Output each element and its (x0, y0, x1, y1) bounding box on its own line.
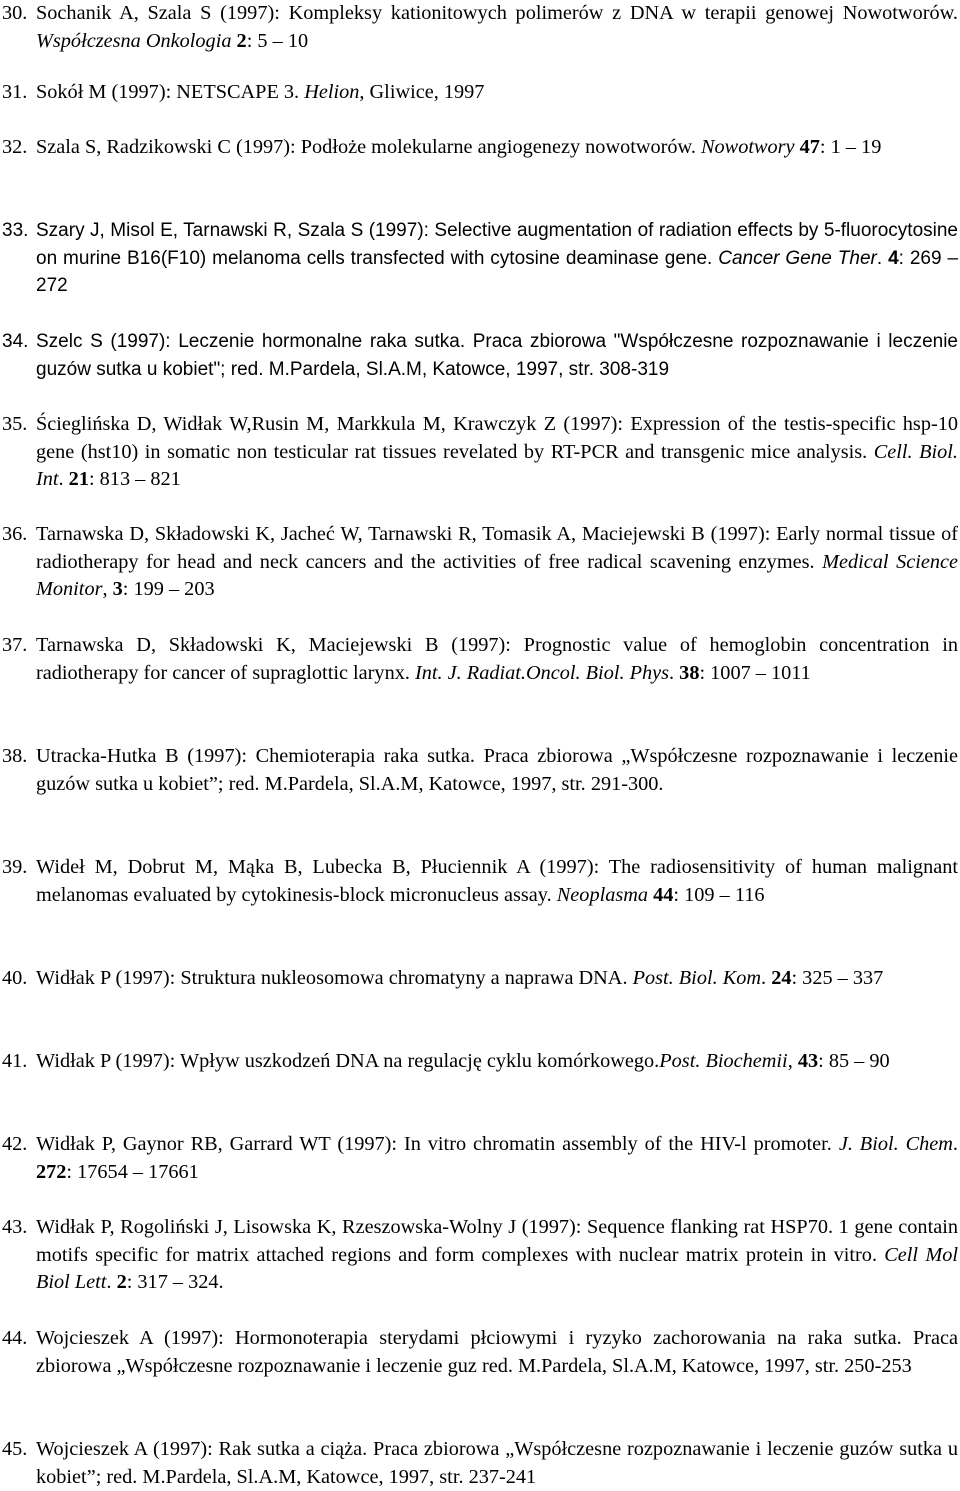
reference-item (0, 632, 958, 687)
reference-text-run: Tarnawska D, Składowski K, Jacheć W, Tarnawski R, Tomasik A, Maciejewski B (1997): Early normal tissue of radiotherapy for head and neck cancers and the activities of free radical scavening enzymes. (36, 523, 958, 573)
reference-text-run: Szala S, Radzikowski C (1997): Podłoże molekularne angiogenezy nowotworów. (36, 136, 702, 158)
reference-text-run: : 109 – 116 (673, 883, 765, 906)
volume-number: 44 (648, 883, 674, 906)
reference-text-run: Widłak P (1997): Wpływ uszkodzeń DNA na regulację cyklu komórkowego. (36, 1050, 660, 1072)
reference-text-run: : 813 – 821 (88, 468, 181, 491)
reference-item (0, 1436, 958, 1491)
reference-item (0, 1131, 958, 1186)
reference-number: 37. (2, 634, 28, 656)
reference-text (36, 1048, 958, 1076)
reference-text (36, 854, 958, 909)
reference-text (36, 134, 958, 162)
reference-item (0, 965, 958, 993)
reference-item (0, 0, 958, 55)
reference-text-run: Szary J, Misol E, Tarnawski R, Szala S (1997): Selective augmentation of radiation effects by 5-fluorocytosine on murine B16(F10) melanoma cells transfected with cytosine deaminase gene. (36, 220, 958, 269)
journal-title: J. Biol. Chem (838, 1133, 953, 1155)
reference-text-run: Utracka-Hutka B (1997): Chemioterapia raka sutka. Praca zbiorowa „Współczesne rozpoznawanie i leczenie guzów sutka u kobiet”; red. M.Pardela, Sl.A.M, Katowce, 1997, str. 291-300. (36, 745, 958, 795)
reference-item (0, 79, 958, 107)
reference-item (0, 411, 958, 494)
reference-text-run: Tarnawska D, Składowski K, Maciejewski B (1997): Prognostic value of hemoglobin concentration in radiotherapy for cancer of supraglottic larynx. (36, 634, 958, 684)
reference-text (36, 1214, 958, 1297)
reference-text-run: : 199 – 203 (122, 578, 215, 601)
reference-number: 34. (2, 331, 29, 352)
volume-number: 4 (888, 247, 899, 269)
reference-text-run: Ścieglińska D, Widłak W,Rusin M, Markkula M, Krawczyk Z (1997): Expression of the testis-specific hsp-10 gene (hst10) in somatic non testicular rat tissues revelated by RT-PCR and transgenic mice analysis. (36, 413, 958, 463)
reference-text-run: , Gliwice, 1997 (359, 81, 485, 103)
journal-title: Cell. Biol. Int (36, 440, 959, 491)
reference-text (36, 521, 958, 604)
reference-text-run: . (952, 1133, 958, 1155)
reference-text-run: . (58, 468, 69, 491)
reference-number: 35. (2, 413, 28, 435)
reference-text-run: Widłak P, Gaynor RB, Garrard WT (1997): In vitro chromatin assembly of the HIV-l promoter. (36, 1133, 839, 1155)
reference-number: 36. (2, 523, 28, 545)
reference-text-run: Wojcieszek A (1997): Hormonoterapia sterydami płciowymi i ryzyko zachorowania na raka sutka. Praca zbiorowa „Współczesne rozpoznawanie i leczenie guz red. M.Pardela, Sl.A.M, Katowce, 1997, str. 250-253 (36, 1327, 958, 1377)
volume-number: 24 (771, 967, 792, 989)
reference-text (36, 965, 958, 993)
volume-number: 47 (794, 136, 820, 158)
reference-text-run: : 1 – 19 (819, 136, 882, 158)
journal-title: Współczesna Onkologia (36, 29, 232, 52)
reference-text-run: Widłak P (1997): Struktura nukleosomowa chromatyny a naprawa DNA. (36, 967, 633, 989)
reference-text-run: Szelc S (1997): Leczenie hormonalne raka sutka. Praca zbiorowa "Współczesne rozpoznawanie i leczenie guzów sutka u kobiet"; red. M.Pardela, Sl.A.M, Katowce, 1997, str. 308-319 (36, 331, 958, 380)
reference-text (36, 0, 958, 55)
reference-number: 45. (2, 1438, 28, 1460)
reference-number: 31. (2, 81, 28, 103)
reference-text-run: : 317 – 324. (126, 1271, 224, 1294)
reference-item (0, 521, 958, 604)
reference-text (36, 217, 958, 300)
reference-text (36, 79, 958, 107)
reference-number: 42. (2, 1133, 28, 1155)
reference-text (36, 411, 958, 494)
reference-number: 40. (2, 967, 28, 989)
journal-title: Medical Science Monitor (36, 550, 958, 601)
volume-number: 3 (112, 578, 123, 601)
reference-text (36, 1325, 958, 1380)
journal-title: Helion (304, 81, 360, 103)
reference-text-run: . (669, 661, 680, 684)
reference-number: 38. (2, 745, 28, 767)
reference-text-run: : 5 – 10 (246, 29, 309, 52)
reference-text (36, 743, 958, 798)
reference-text-run: : 17654 – 17661 (66, 1160, 199, 1183)
reference-text-run: . (106, 1271, 117, 1294)
reference-number: 39. (2, 856, 28, 878)
reference-number: 30. (2, 2, 28, 24)
reference-text-run: Wojcieszek A (1997): Rak sutka a ciąża. Praca zbiorowa „Współczesne rozpoznawanie i leczenie guzów sutka u kobiet”; red. M.Pardela, Sl.A.M, Katowce, 1997, str. 237-241 (36, 1438, 958, 1488)
journal-title: Post. Biochemii (659, 1050, 788, 1072)
reference-text (36, 328, 958, 383)
volume-number: 38 (679, 661, 700, 684)
reference-text-run: . (876, 247, 889, 269)
reference-text (36, 1131, 958, 1186)
reference-text (36, 1436, 958, 1491)
reference-item (0, 743, 958, 798)
reference-text-run: Wideł M, Dobrut M, Mąka B, Lubecka B, Płuciennik A (1997): The radiosensitivity of human malignant melanomas evaluated by cytokinesis-block micronucleus assay. (36, 856, 958, 906)
reference-item (0, 217, 958, 300)
journal-title: Nowotwory (701, 136, 795, 158)
volume-number: 2 (116, 1271, 127, 1294)
reference-item (0, 134, 958, 162)
volume-number: 2 (231, 29, 247, 52)
reference-text-run: , (787, 1050, 798, 1072)
reference-text (36, 632, 958, 687)
reference-number: 41. (2, 1050, 28, 1072)
volume-number: 21 (68, 468, 89, 491)
reference-number: 43. (2, 1216, 28, 1238)
reference-number: 32. (2, 136, 28, 158)
reference-item (0, 1214, 958, 1297)
reference-item (0, 1325, 958, 1380)
reference-text-run: : 85 – 90 (818, 1050, 890, 1072)
reference-text-run: Sochanik A, Szala S (1997): Kompleksy kationitowych polimerów z DNA w terapii genowej Nowotworów. (36, 2, 958, 24)
journal-title: Cancer Gene Ther (718, 247, 877, 269)
reference-text-run: : 269 – 272 (36, 247, 959, 297)
reference-text-run: : 1007 – 1011 (699, 661, 811, 684)
reference-text-run: : 325 – 337 (791, 967, 884, 989)
journal-title: Int. J. Radiat.Oncol. Biol. Phys (415, 661, 670, 684)
reference-number: 33. (2, 220, 29, 241)
reference-text-run: Widłak P, Rogoliński J, Lisowska K, Rzeszowska-Wolny J (1997): Sequence flanking rat HSP70. 1 gene contain motifs specific for matrix attached regions and form complexes with nuclear matrix protein in vitro. (36, 1216, 958, 1266)
reference-item (0, 328, 958, 383)
reference-text-run: Sokół M (1997): NETSCAPE 3. (36, 81, 305, 103)
reference-item (0, 854, 958, 909)
volume-number: 43 (797, 1050, 819, 1072)
journal-title: Post. Biol. Kom (632, 967, 762, 989)
reference-number: 44. (2, 1327, 28, 1349)
reference-text-run: , (102, 578, 113, 601)
reference-text-run: . (761, 967, 772, 989)
journal-title: Neoplasma (556, 883, 649, 906)
journal-title: Cell Mol Biol Lett (36, 1243, 958, 1294)
volume-number: 272 (36, 1160, 67, 1183)
reference-item (0, 1048, 958, 1076)
